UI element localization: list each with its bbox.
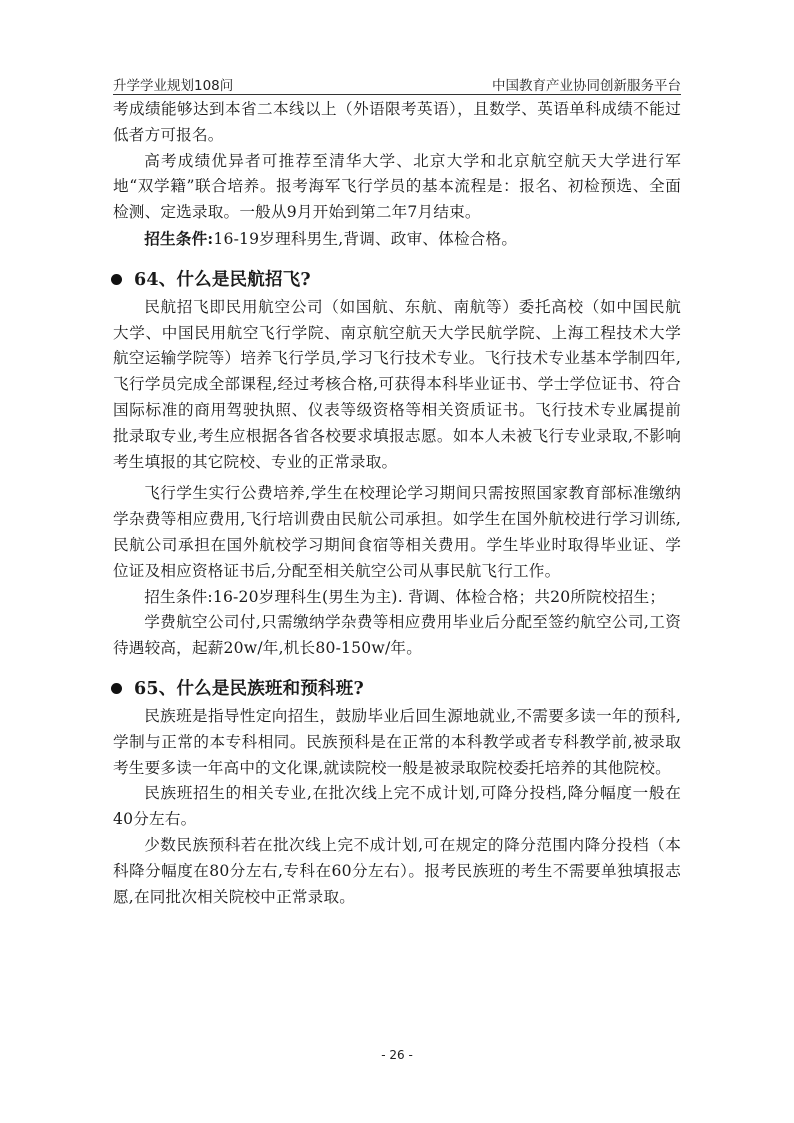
running-header <box>113 74 681 94</box>
section-65-paragraph-2: 民族班招生的相关专业,在批次线上完不成计划,可降分投档,降分幅度一般在40分左右。 <box>113 784 681 829</box>
header-platform-name: 中国教育产业协同创新服务平台 <box>492 78 681 94</box>
section-65-title: 65、什么是民族班和预科班? <box>134 678 364 699</box>
bullet-icon <box>111 683 122 694</box>
bullet-icon <box>111 274 122 285</box>
admission-conditions-text: 16-19岁理科男生,背调、政审、体检合格。 <box>213 229 518 248</box>
intro-paragraph-3 <box>113 226 681 253</box>
section-65-paragraph-1: 民族班是指导性定向招生，鼓励毕业后回生源地就业,不需要多读一年的预科,学制与正常的本专科相同。民族预科是在正常的本科教学或者专科教学前,被录取考生要多读一年高中的文化课,就读院校一般是被录取院校委托培养的其他院校。 <box>113 706 681 777</box>
header-divider <box>113 94 681 95</box>
section-64-paragraph-3: 招生条件:16-20岁理科生(男生为主). 背调、体检合格；共20所院校招生； <box>144 587 666 606</box>
section-64-paragraph-1: 民航招飞即民用航空公司（如国航、东航、南航等）委托高校（如中国民航大学、中国民用航空飞行学院、南京航空航天大学民航学院、上海工程技术大学航空运输学院等）培养飞行学员,学习飞行技术专业。飞行技术专业基本学制四年,飞行学员完成全部课程,经过考核合格,可获得本科毕业证书、学士学位证书、符合国际标准的商用驾驶执照、仪表等级资格等相关资质证书。飞行技术专业属提前批录取专业,考生应根据各省各校要求填报志愿。如本人未被飞行专业录取,不影响考生填报的其它院校、专业的正常录取。 <box>113 297 681 471</box>
section-64-heading <box>111 267 681 293</box>
section-64-title: 64、什么是民航招飞? <box>134 269 311 290</box>
section-64-paragraph-4: 学费航空公司付,只需缴纳学杂费等相应费用毕业后分配至签约航空公司,工资待遇较高，起薪20w/年,机长80-150w/年。 <box>113 613 681 658</box>
page-number: - 26 - <box>381 1048 413 1062</box>
section-65-paragraph-3: 少数民族预科若在批次线上完不成计划,可在规定的降分范围内降分投档（本科降分幅度在80分左右,专科在60分左右）。报考民族班的考生不需要单独填报志愿,在同批次相关院校中正常录取。 <box>113 835 681 906</box>
admission-conditions-label: 招生条件: <box>144 228 214 248</box>
section-65-heading <box>111 676 681 702</box>
section-64-paragraph-2: 飞行学生实行公费培养,学生在校理论学习期间只需按照国家教育部标准缴纳学杂费等相应费用,飞行培训费由民航公司承担。如学生在国外航校进行学习训练,民航公司承担在国外航校学习期间食宿等相关费用。学生毕业时取得毕业证、学位证及相应资格证书后,分配至相关航空公司从事民航飞行工作。 <box>113 484 681 580</box>
intro-paragraph-2: 高考成绩优异者可推荐至清华大学、北京大学和北京航空航天大学进行军地“双学籍”联合培养。报考海军飞行学员的基本流程是：报名、初检预选、全面检测、定选录取。一般从9月开始到第二年7月结束。 <box>113 151 681 222</box>
intro-paragraph-1: 考成绩能够达到本省二本线以上（外语限考英语），且数学、英语单科成绩不能过低者方可报名。 <box>113 100 681 144</box>
page-body <box>113 97 681 910</box>
header-book-title: 升学学业规划108问 <box>113 78 234 94</box>
